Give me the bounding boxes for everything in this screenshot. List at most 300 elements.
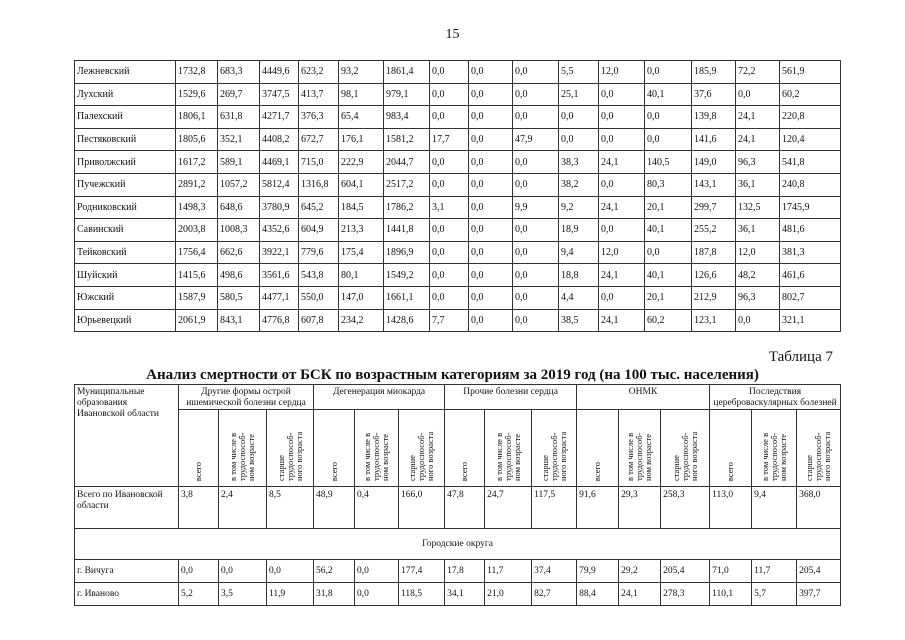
table-cell: 1316,8 [299,173,339,196]
table-cell: 4408,2 [260,128,299,151]
table-cell: 40,1 [645,264,692,287]
table-cell: 0,0 [430,151,469,174]
row-label: Юрьевецкий [75,309,176,332]
table-row [75,309,841,332]
table-cell: 118,5 [399,582,445,605]
table-cell: 24,1 [736,106,780,129]
table-row [75,61,841,84]
table-cell: 0,0 [513,219,559,242]
subheader-label: всего [592,461,603,481]
table-cell: 98,1 [339,83,384,106]
table-cell: 0,0 [513,173,559,196]
table-cell: 715,0 [299,151,339,174]
table-cell: 2003,8 [176,219,218,242]
subheader-cell [399,409,445,486]
continuation-table [74,60,841,332]
table-cell: 0,0 [599,286,645,309]
table-cell: 3,5 [219,582,267,605]
table-cell: 9,4 [752,486,797,528]
table-cell: 631,8 [218,106,260,129]
subheader-label: всего [725,461,736,481]
table-cell: 147,0 [339,286,384,309]
table-cell: 2044,7 [384,151,430,174]
table-cell: 29,3 [619,486,661,528]
row-label: Пучежский [75,173,176,196]
table-cell: 11,7 [485,559,532,582]
table-cell: 29,2 [619,559,661,582]
table-cell: 5,2 [179,582,219,605]
table-cell: 580,5 [218,286,260,309]
table-cell: 82,7 [532,582,577,605]
table-cell: 0,0 [430,173,469,196]
table-cell: 240,8 [780,173,841,196]
table-cell: 0,0 [599,173,645,196]
table-cell: 1057,2 [218,173,260,196]
table-row [75,559,841,582]
table-cell: 31,8 [314,582,355,605]
table-cell: 20,1 [645,286,692,309]
table-cell: 0,0 [645,128,692,151]
table-cell: 0,0 [430,61,469,84]
table-cell: 24,1 [619,582,661,605]
table-cell: 0,0 [219,559,267,582]
table-cell: 0,0 [469,286,513,309]
table-cell: 0,0 [469,173,513,196]
subheader-label: старше трудоспособ-ного возраста [670,431,699,481]
table-cell: 0,0 [736,309,780,332]
table-cell: 1529,6 [176,83,218,106]
table-cell: 71,0 [710,559,752,582]
table-cell: 623,2 [299,61,339,84]
table-cell: 4469,1 [260,151,299,174]
table-cell: 8,5 [267,486,314,528]
table-cell: 38,2 [559,173,599,196]
subheader-cell [797,409,841,486]
table-cell: 126,6 [692,264,736,287]
row-label: Палехский [75,106,176,129]
table-cell: 550,0 [299,286,339,309]
table-cell: 143,1 [692,173,736,196]
table-cell: 184,5 [339,196,384,219]
table-cell: 0,0 [645,241,692,264]
table-cell: 0,0 [513,241,559,264]
table-cell: 9,2 [559,196,599,219]
table-cell: 589,1 [218,151,260,174]
table-cell: 12,0 [599,61,645,84]
table-cell: 0,0 [430,241,469,264]
table-cell: 2,4 [219,486,267,528]
table-cell: 80,1 [339,264,384,287]
table-cell: 648,6 [218,196,260,219]
table-cell: 176,1 [339,128,384,151]
table-row [75,151,841,174]
table-cell: 88,4 [577,582,619,605]
table-cell: 1732,8 [176,61,218,84]
table-cell: 561,9 [780,61,841,84]
table-cell: 93,2 [339,61,384,84]
table-cell: 0,0 [513,61,559,84]
table-cell: 0,0 [599,219,645,242]
table-cell: 1581,2 [384,128,430,151]
table-cell: 0,0 [430,264,469,287]
table-cell: 60,2 [645,309,692,332]
subheader-cell [577,409,619,486]
group-header-other-heart: Прочие болезни сердца [445,385,577,410]
subheader-cell [219,409,267,486]
table-cell: 1861,4 [384,61,430,84]
group-header-degeneration: Дегенерация миокарда [314,385,445,410]
table-cell: 352,1 [218,128,260,151]
table-cell: 3922,1 [260,241,299,264]
table-cell: 662,6 [218,241,260,264]
subheader-label: в том числе в трудоспособ-ном возрасте [362,432,390,481]
table-cell: 0,0 [513,286,559,309]
table-cell: 11,7 [752,559,797,582]
table-cell: 24,1 [599,196,645,219]
total-row [75,486,841,528]
table-cell: 376,3 [299,106,339,129]
table-cell: 20,1 [645,196,692,219]
table-cell: 18,9 [559,219,599,242]
table-cell: 18,8 [559,264,599,287]
table-cell: 5,5 [559,61,599,84]
subheader-label: всего [328,461,339,481]
table-cell: 983,4 [384,106,430,129]
subheader-label: в том числе в трудоспособ-ном возрасте [493,432,522,481]
subheader-cell [179,409,219,486]
table-cell: 0,0 [430,286,469,309]
table-title: Анализ смертности от БСК по возрастным категориям за 2019 год (на 100 тыс. населения) [146,367,759,383]
table-cell: 0,4 [355,486,399,528]
table-cell: 11,9 [267,582,314,605]
table-cell: 17,7 [430,128,469,151]
table-cell: 0,0 [513,264,559,287]
table-cell: 258,3 [661,486,710,528]
table-cell: 48,9 [314,486,355,528]
subheader-cell [532,409,577,486]
table-cell: 38,5 [559,309,599,332]
table-cell: 212,9 [692,286,736,309]
table-cell: 48,2 [736,264,780,287]
table-row [75,264,841,287]
table-cell: 0,0 [513,151,559,174]
table-cell: 1896,9 [384,241,430,264]
table-cell: 5812,4 [260,173,299,196]
table-cell: 149,0 [692,151,736,174]
table-cell: 541,8 [780,151,841,174]
table-cell: 0,0 [430,83,469,106]
subheader-cell [267,409,314,486]
table-cell: 96,3 [736,151,780,174]
table-cell: 0,0 [513,106,559,129]
row-label: Всего по Ивановской области [75,486,179,528]
table-cell: 40,1 [645,83,692,106]
table-cell: 2891,2 [176,173,218,196]
table-cell: 17,8 [445,559,485,582]
table-row [75,286,841,309]
page-number: 15 [445,27,460,42]
table-cell: 3561,6 [260,264,299,287]
table-cell: 60,2 [780,83,841,106]
table-cell: 0,0 [179,559,219,582]
table-cell: 543,8 [299,264,339,287]
subheader-label: в том числе в трудоспособ-ном возрасте [625,432,654,481]
table-cell: 37,6 [692,83,736,106]
table-cell: 177,4 [399,559,445,582]
row-label: Южский [75,286,176,309]
row-label: Лухский [75,83,176,106]
subheader-cell [355,409,399,486]
table-cell: 0,0 [355,582,399,605]
table-cell: 4449,6 [260,61,299,84]
table-cell: 1587,9 [176,286,218,309]
table-cell: 321,1 [780,309,841,332]
table-cell: 607,8 [299,309,339,332]
table-cell: 0,0 [469,196,513,219]
row-label: Пестяковский [75,128,176,151]
table-cell: 0,0 [469,219,513,242]
subheader-cell [661,409,710,486]
table-cell: 0,0 [513,309,559,332]
subheader-label: в том числе в трудоспособ-ном возрасте [759,432,788,481]
subheader-label: в том числе в трудоспособ-ном возрасте [228,432,256,481]
table-cell: 1756,4 [176,241,218,264]
subheader-cell [314,409,355,486]
table-cell: 141,6 [692,128,736,151]
row-label: Савинский [75,219,176,242]
table-cell: 0,0 [430,219,469,242]
table-row [75,219,841,242]
table-cell: 683,3 [218,61,260,84]
table-cell: 140,5 [645,151,692,174]
table-cell: 166,0 [399,486,445,528]
table-cell: 1745,9 [780,196,841,219]
table-cell: 381,3 [780,241,841,264]
table-cell: 0,0 [430,106,469,129]
table-cell: 187,8 [692,241,736,264]
subheader-cell [710,409,752,486]
table-cell: 7,7 [430,309,469,332]
table-7 [74,384,841,606]
table-cell: 36,1 [736,173,780,196]
table-cell: 0,0 [469,151,513,174]
table-cell: 645,2 [299,196,339,219]
table-cell: 1008,3 [218,219,260,242]
table-cell: 604,9 [299,219,339,242]
table-cell: 0,0 [559,106,599,129]
table-cell: 413,7 [299,83,339,106]
table-cell: 9,4 [559,241,599,264]
table-cell: 24,1 [599,309,645,332]
row-label: Лежневский [75,61,176,84]
table-cell: 80,3 [645,173,692,196]
table-cell: 5,7 [752,582,797,605]
table-cell: 2517,2 [384,173,430,196]
table-cell: 4271,7 [260,106,299,129]
table-cell: 0,0 [645,106,692,129]
table-cell: 0,0 [469,61,513,84]
table-cell: 0,0 [736,83,780,106]
table-cell: 3,1 [430,196,469,219]
table-cell: 47,8 [445,486,485,528]
row-label: Шуйский [75,264,176,287]
table-cell: 0,0 [355,559,399,582]
table-cell: 4,4 [559,286,599,309]
table-cell: 0,0 [469,241,513,264]
table-row [75,106,841,129]
group-header-cerebrovascular: Последствия цереброваскулярных болезней [710,385,841,410]
table-cell: 0,0 [469,309,513,332]
section-label: Городские округа [75,528,841,559]
table-number: Таблица 7 [768,349,833,365]
subheader-cell [445,409,485,486]
table-cell: 397,7 [797,582,841,605]
table-cell: 185,9 [692,61,736,84]
table-cell: 1428,6 [384,309,430,332]
table-cell: 40,1 [645,219,692,242]
municipal-header: Муниципальные образования Ивановской области [75,385,179,487]
table-cell: 123,1 [692,309,736,332]
table-cell: 3,8 [179,486,219,528]
table-cell: 0,0 [599,128,645,151]
table-cell: 120,4 [780,128,841,151]
subheader-cell [619,409,661,486]
table-cell: 0,0 [599,106,645,129]
table-cell: 0,0 [469,128,513,151]
table-cell: 79,9 [577,559,619,582]
table-cell: 2061,9 [176,309,218,332]
table-cell: 672,7 [299,128,339,151]
table-cell: 24,1 [599,264,645,287]
table-cell: 802,7 [780,286,841,309]
table-cell: 481,6 [780,219,841,242]
table-cell: 65,4 [339,106,384,129]
subheader-label: старше трудоспособ-ного возраста [804,431,833,481]
table-cell: 0,0 [469,83,513,106]
table-cell: 3780,9 [260,196,299,219]
table-cell: 21,0 [485,582,532,605]
row-label: г. Вичуга [75,559,179,582]
table-cell: 4776,8 [260,309,299,332]
table-cell: 1441,8 [384,219,430,242]
table-cell: 139,8 [692,106,736,129]
table-cell: 56,2 [314,559,355,582]
table-cell: 220,8 [780,106,841,129]
table-cell: 299,7 [692,196,736,219]
table-cell: 1415,6 [176,264,218,287]
row-label: Тейковский [75,241,176,264]
table-row [75,241,841,264]
table-cell: 1617,2 [176,151,218,174]
table-row [75,83,841,106]
table-cell: 604,1 [339,173,384,196]
table-cell: 1661,1 [384,286,430,309]
table-cell: 47,9 [513,128,559,151]
table-row [75,582,841,605]
subheader-label: старше трудоспособ-ного возраста [539,431,568,481]
table-row [75,128,841,151]
table-cell: 24,7 [485,486,532,528]
table-cell: 132,5 [736,196,780,219]
table-cell: 1549,2 [384,264,430,287]
table-cell: 24,1 [599,151,645,174]
table-cell: 205,4 [661,559,710,582]
table-cell: 0,0 [513,83,559,106]
table-row [75,173,841,196]
row-label: Родниковский [75,196,176,219]
table-cell: 0,0 [645,61,692,84]
subheader-label: всего [193,461,204,481]
table-cell: 12,0 [736,241,780,264]
table-cell: 25,1 [559,83,599,106]
table-cell: 213,3 [339,219,384,242]
table-cell: 96,3 [736,286,780,309]
table-cell: 9,9 [513,196,559,219]
table-row [75,196,841,219]
table-cell: 234,2 [339,309,384,332]
subheader-label: старше трудоспособ-ного возраста [275,431,304,481]
table-cell: 269,7 [218,83,260,106]
table-cell: 498,6 [218,264,260,287]
subheader-label: всего [459,461,470,481]
table-cell: 278,3 [661,582,710,605]
group-header-stroke: ОНМК [577,385,710,410]
table-cell: 368,0 [797,486,841,528]
table-cell: 110,1 [710,582,752,605]
table-7-body [75,559,841,605]
table-cell: 1806,1 [176,106,218,129]
table-cell: 38,3 [559,151,599,174]
table-cell: 91,6 [577,486,619,528]
row-label: г. Иваново [75,582,179,605]
table-cell: 34,1 [445,582,485,605]
table-cell: 1498,3 [176,196,218,219]
table-cell: 255,2 [692,219,736,242]
table-cell: 113,0 [710,486,752,528]
table-cell: 37,4 [532,559,577,582]
group-header-ischemic: Другие формы острой ишемической болезни сердца [179,385,314,410]
table-cell: 0,0 [599,83,645,106]
table-cell: 0,0 [267,559,314,582]
table-cell: 843,1 [218,309,260,332]
table-cell: 117,5 [532,486,577,528]
table-cell: 222,9 [339,151,384,174]
table-cell: 205,4 [797,559,841,582]
table-cell: 779,6 [299,241,339,264]
table-cell: 1805,6 [176,128,218,151]
table-cell: 1786,2 [384,196,430,219]
table-cell: 979,1 [384,83,430,106]
table-cell: 0,0 [469,106,513,129]
table-cell: 4352,6 [260,219,299,242]
row-label: Приволжский [75,151,176,174]
table-cell: 36,1 [736,219,780,242]
table-cell: 461,6 [780,264,841,287]
table-cell: 72,2 [736,61,780,84]
table-cell: 175,4 [339,241,384,264]
table-cell: 0,0 [469,264,513,287]
table-cell: 3747,5 [260,83,299,106]
subheader-cell [485,409,532,486]
table-cell: 24,1 [736,128,780,151]
table-cell: 0,0 [559,128,599,151]
subheader-row [75,409,841,486]
table-cell: 4477,1 [260,286,299,309]
table-cell: 12,0 [599,241,645,264]
continuation-table-body [75,61,841,332]
subheader-cell [752,409,797,486]
subheader-label: старше трудоспособ-ного возраста [407,431,435,481]
